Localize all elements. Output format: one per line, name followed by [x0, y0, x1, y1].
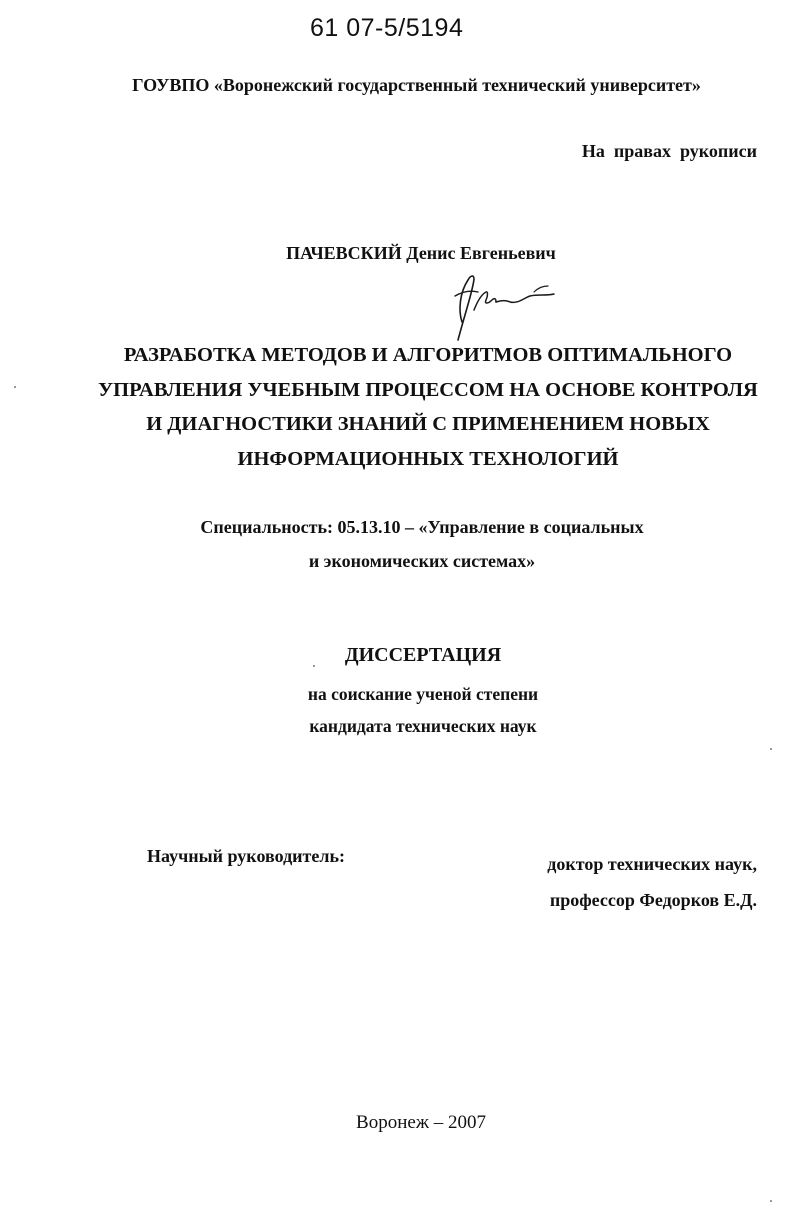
scan-speck — [313, 665, 315, 667]
dissertation-title — [0, 338, 793, 476]
specialty-line: и экономических системах» — [308, 551, 536, 571]
institution-name: ГОУВПО «Воронежский государственный технический университет» — [132, 75, 701, 95]
title-line: ИНФОРМАЦИОННЫХ ТЕХНОЛОГИЙ — [237, 447, 619, 470]
manuscript-rights-note: На правах рукописи — [581, 141, 757, 161]
advisor-name: профессор Федорков Е.Д. — [549, 890, 757, 910]
scan-speck — [14, 386, 16, 388]
archive-number: 61 07-5/5194 — [310, 14, 464, 42]
document-type: ДИССЕРТАЦИЯ — [344, 644, 502, 666]
author-surname: ПАЧЕВСКИЙ — [286, 243, 402, 263]
advisor-degree: доктор технических наук, — [547, 854, 757, 874]
degree-sought — [0, 678, 793, 742]
specialty-line: Специальность: 05.13.10 – «Управление в социальных — [200, 517, 644, 537]
title-line: И ДИАГНОСТИКИ ЗНАНИЙ С ПРИМЕНЕНИЕМ НОВЫХ — [146, 413, 710, 435]
author-given-names: Денис Евгеньевич — [406, 243, 556, 263]
author-name — [0, 243, 793, 264]
scan-speck — [770, 1200, 772, 1202]
city-year: Воронеж – 2007 — [356, 1112, 486, 1133]
scan-speck — [770, 748, 772, 750]
specialty — [0, 510, 793, 578]
title-line: УПРАВЛЕНИЯ УЧЕБНЫМ ПРОЦЕССОМ НА ОСНОВЕ КОНТРОЛЯ — [98, 378, 758, 401]
degree-line: кандидата технических наук — [309, 716, 537, 736]
advisor-info — [547, 846, 757, 918]
degree-line: на соискание ученой степени — [307, 684, 539, 704]
advisor-label: Научный руководитель: — [147, 846, 345, 866]
title-line: РАЗРАБОТКА МЕТОДОВ И АЛГОРИТМОВ ОПТИМАЛЬНОГО — [123, 344, 733, 366]
